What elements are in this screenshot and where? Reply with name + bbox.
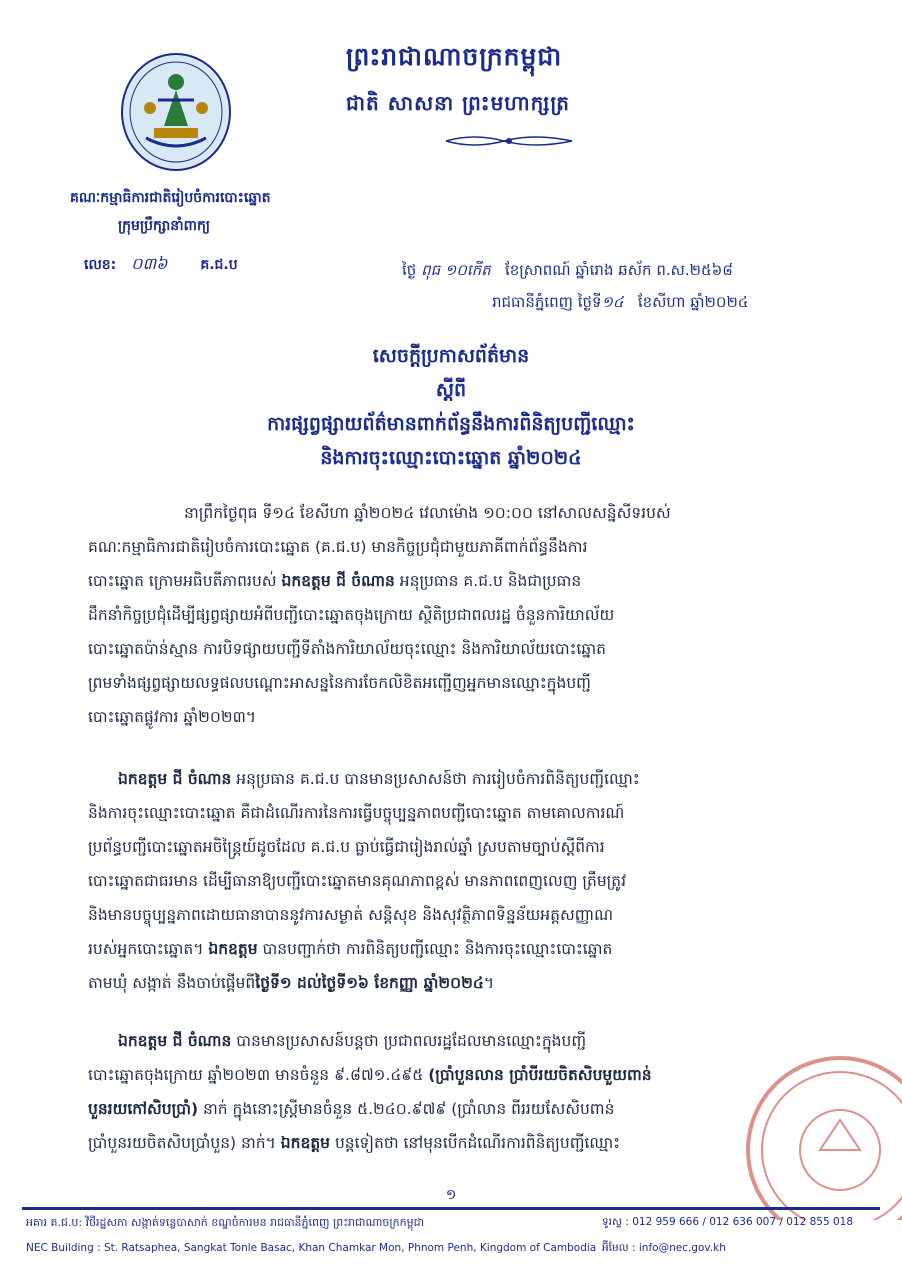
solar-date-handwritten: ១៤ [601,293,624,311]
number-value: ០៣៦ [131,254,168,273]
document-subject-line1: ការផ្សព្វផ្សាយព័ត៌មានពាក់ព័ន្ធនឹងការពិនិត្យបញ្ជីឈ្មោះ [267,413,635,435]
national-motto: ជាតិ សាសនា ព្រះមហាក្សត្រ [346,91,570,115]
p3-text: បានមានប្រសាសន៍បន្តថា ប្រជាពលរដ្ឋដែលមានឈ្មោះក្នុងបញ្ជី [236,1032,587,1050]
p1-line: បោះឆ្នោតផ្លូវការ ឆ្នាំ២០២៣។ [88,708,257,726]
p2-text: តាមឃុំ សង្កាត់ នឹងចាប់ផ្តើមពី [88,974,256,992]
p2-title-bold: ឯកឧត្តម [208,940,258,958]
paragraph-3 [88,1024,782,1160]
phone-numbers: 012 959 666 / 012 636 007 / 012 855 018 [632,1216,854,1228]
document-title: សេចក្តីប្រកាសព័ត៌មាន [372,345,530,367]
p2-text: ។ [483,974,495,992]
number-suffix: គ.ជ.ប [200,257,238,273]
footer-email [602,1242,726,1257]
number-label: លេខ: [84,257,117,273]
ornament-divider-icon [444,133,574,149]
p3-number-words: (ប្រាំបួនលាន ប្រាំបីរយចិតសិបមួយពាន់ [428,1066,652,1084]
p2-line: បោះឆ្នោតជាធរមាន ដើម្បីធានាឱ្យបញ្ជីបោះឆ្នោតមានគុណភាពខ្ពស់ មានភាពពេញលេញ ត្រឹមត្រូវ [88,872,627,890]
email-address[interactable]: info@nec.gov.kh [638,1242,726,1254]
p1-person-name: ឯកឧត្តម ជី ចំណាន [281,572,395,590]
footer-phone [602,1216,853,1231]
footer-address-khmer: អគារ គ.ជ.ប: វិថីរដ្ឋសភា សង្កាត់ទន្លេបាសាក់ ខណ្ឌចំការមន រាជធានីភ្នំពេញ ព្រះរាជាណាចក្រកម្ពុជា [26,1216,425,1229]
p3-text: នាក់ ក្នុងនោះស្ត្រីមានចំនួន ៥.២៤០.៩៧៩ (ប្រាំលាន ពីររយសែសិបពាន់ [203,1100,615,1118]
paragraph-2 [88,762,782,1000]
p2-dates-bold: ថ្ងៃទី១ ដល់ថ្ងៃទី១៦ ខែកញ្ញា ឆ្នាំ២០២៤ [255,974,484,992]
document-title-about: ស្តីពី [435,379,467,401]
p3-title-bold: ឯកឧត្តម [280,1134,330,1152]
lunar-date-handwritten: ពុធ ១០កើត [421,261,491,279]
organization-name: គណៈកម្មាធិការជាតិរៀបចំការបោះឆ្នោត [70,190,271,206]
p3-text: បន្តទៀតថា នៅមុនបើកដំណើរការពិនិត្យបញ្ជីឈ្មោះ [334,1134,621,1152]
p1-line: ដឹកនាំកិច្ចប្រជុំដើម្បីផ្សព្វផ្សាយអំពីបញ្ជីបោះឆ្នោតចុងក្រោយ ស្ថិតិប្រជាពលរដ្ឋ ចំនួនការិយាល័យ [88,606,615,624]
p2-line [118,762,782,796]
p2-line [88,932,782,966]
solar-date-rest: ខែសីហា ឆ្នាំ២០២៤ [637,293,749,311]
p1-line: គណៈកម្មាធិការជាតិរៀបចំការបោះឆ្នោត (គ.ជ.ប) មានកិច្ចប្រជុំជាមួយភាគីពាក់ព័ន្ធនឹងការ [88,538,588,556]
p2-line: និងការចុះឈ្មោះបោះឆ្នោត គឺជាដំណើរការនៃការធ្វើបច្ចុប្បន្នភាពបញ្ជីបោះឆ្នោត តាមគោលការណ៍ [88,804,625,822]
p2-line: និងមានបច្ចុប្បន្នភាពដោយធានាបាននូវការសម្ងាត់ សន្តិសុខ និងសុវត្ថិភាពទិន្នន័យអត្តសញ្ញាណ [88,906,614,924]
document-subject-line2: និងការចុះឈ្មោះបោះឆ្នោត ឆ្នាំ២០២៤ [320,447,582,469]
p3-person-name: ឯកឧត្តម ជី ចំណាន [118,1032,232,1050]
p2-line: ប្រព័ន្ធបញ្ជីបោះឆ្នោតអចិន្ត្រៃយ៍ដូចដែល គ.ជ.ប ធ្លាប់ធ្វើជារៀងរាល់ឆ្នាំ ស្របតាមច្បាប់ស្តីពីការ [88,838,605,856]
p3-number-words: បួនរយកៅសិបប្រាំ) [88,1100,199,1118]
unit-name: ក្រុមប្រឹក្សានាំពាក្យ [118,218,211,234]
p1-line [88,564,782,598]
lunar-date-rest: ខែស្រាពណ៍ ឆ្នាំរោង ឆស័ក ព.ស.២៥៦៨ [504,261,733,279]
p2-line [88,966,782,1000]
footer-address-english: NEC Building : St. Ratsaphea, Sangkat Tonle Basac, Khan Chamkar Mon, Phnom Penh, Kingdom of Cambodia [26,1242,597,1254]
email-label: អ៊ីមែល : [602,1242,636,1254]
reference-number [84,253,238,277]
p3-line [88,1126,782,1160]
p1-line: ព្រមទាំងផ្សព្វផ្សាយលទ្ធផលបណ្ដោះអាសន្ននៃការចែកលិខិតអញ្ជើញអ្នកមានឈ្មោះក្នុងបញ្ជី [88,674,591,692]
solar-date [492,293,748,315]
lunar-date [402,261,733,283]
p3-line [88,1058,782,1092]
footer-rule [22,1207,880,1210]
p2-person-name: ឯកឧត្តម ជី ចំណាន [118,770,232,788]
p3-text: បោះឆ្នោតចុងក្រោយ ឆ្នាំ២០២៣ មានចំនួន ៩.៨៧១.៤៩៥ [88,1066,424,1084]
p3-line [118,1024,782,1058]
page-number: ១ [445,1187,457,1203]
p1-line: បោះឆ្នោតប៉ាន់ស្មាន ការបិទផ្សាយបញ្ជីទីតាំងការិយាល័យចុះឈ្មោះ និងការិយាល័យបោះឆ្នោត [88,640,606,658]
p1-line: នាព្រឹកថ្ងៃពុធ ទី១៤ ខែសីហា ឆ្នាំ២០២៤ វេលាម៉ោង ១០:០០ នៅសាលសន្និសីទរបស់ [184,504,671,522]
nec-logo [118,42,234,174]
p1-text: បោះឆ្នោត ក្រោមអធិបតីភាពរបស់ [88,572,277,590]
p1-text: អនុប្រធាន គ.ជ.ប និងជាប្រធាន [399,572,582,590]
paragraph-1 [88,496,782,734]
p2-text: បានបញ្ជាក់ថា ការពិនិត្យបញ្ជីឈ្មោះ និងការចុះឈ្មោះបោះឆ្នោត [262,940,613,958]
kingdom-heading: ព្រះរាជាណាចក្រកម្ពុជា [346,42,563,71]
phone-label: ទូរស្ទ : [602,1216,629,1228]
p3-line [88,1092,782,1126]
p3-text: ប្រាំបួនរយចិតសិបប្រាំបួន) នាក់។ [88,1134,276,1152]
solar-date-prefix: រាជធានីភ្នំពេញ ថ្ងៃទី [492,293,602,311]
p2-text: អនុប្រធាន គ.ជ.ប បានមានប្រសាសន៍ថា ការរៀបចំការពិនិត្យបញ្ជីឈ្មោះ [236,770,640,788]
p2-text: របស់អ្នកបោះឆ្នោត។ [88,940,204,958]
lunar-date-prefix: ថ្ងៃ [402,261,417,279]
